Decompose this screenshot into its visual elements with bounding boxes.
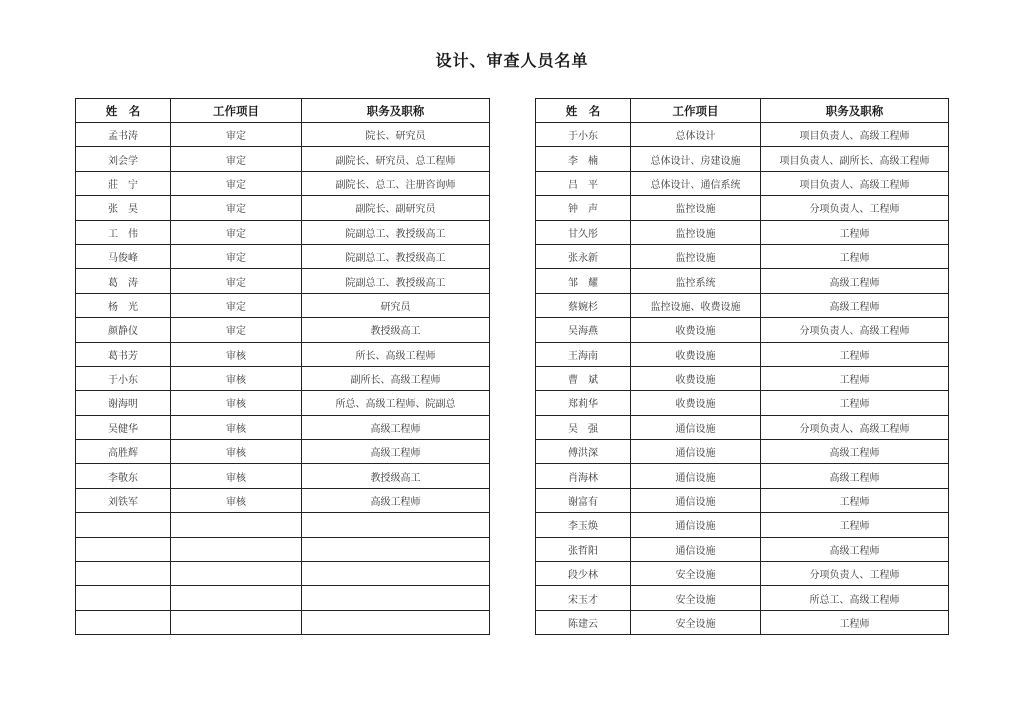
table-row (536, 488, 949, 512)
cell-position-title: 项目负责人、高级工程师 (761, 123, 949, 147)
cell-position-title: 院长、研究员 (302, 123, 490, 147)
table-row (536, 562, 949, 586)
cell-work-item: 通信设施 (631, 537, 761, 561)
cell-position-title: 分项负责人、高级工程师 (761, 415, 949, 439)
table-row (76, 391, 490, 415)
cell-name: 郑莉华 (536, 391, 631, 415)
cell-position-title: 工程师 (761, 513, 949, 537)
cell-work-item: 审定 (171, 196, 302, 220)
cell-name (76, 586, 171, 610)
cell-position-title (302, 586, 490, 610)
cell-position-title: 院副总工、教授级高工 (302, 269, 490, 293)
table-row (76, 513, 490, 537)
table-row (76, 415, 490, 439)
column-header-name: 姓 名 (536, 99, 631, 123)
cell-name: 曹 斌 (536, 366, 631, 390)
document-title: 设计、审查人员名单 (435, 51, 589, 70)
cell-work-item: 通信设施 (631, 488, 761, 512)
table-row (76, 318, 490, 342)
cell-work-item: 总体设计、通信系统 (631, 171, 761, 195)
table-row (536, 366, 949, 390)
cell-work-item: 安全设施 (631, 610, 761, 634)
table-row (536, 220, 949, 244)
table-row (76, 147, 490, 171)
cell-work-item: 总体设计 (631, 123, 761, 147)
cell-position-title: 高级工程师 (761, 464, 949, 488)
cell-work-item: 监控系统 (631, 269, 761, 293)
table-row (536, 513, 949, 537)
cell-name: 刘会学 (76, 147, 171, 171)
cell-work-item: 监控设施 (631, 220, 761, 244)
cell-work-item: 安全设施 (631, 562, 761, 586)
cell-work-item: 总体设计、房建设施 (631, 147, 761, 171)
table-row (76, 123, 490, 147)
cell-position-title: 院副总工、教授级高工 (302, 244, 490, 268)
cell-name: 马俊峰 (76, 244, 171, 268)
table-row (536, 196, 949, 220)
table-row (536, 123, 949, 147)
cell-position-title: 项目负责人、高级工程师 (761, 171, 949, 195)
cell-work-item: 通信设施 (631, 513, 761, 537)
cell-name: 葛 涛 (76, 269, 171, 293)
cell-work-item: 通信设施 (631, 440, 761, 464)
cell-work-item: 审核 (171, 488, 302, 512)
cell-position-title: 高级工程师 (761, 293, 949, 317)
cell-work-item (171, 513, 302, 537)
table-row (76, 537, 490, 561)
cell-work-item (171, 610, 302, 634)
column-header-position-title: 职务及职称 (302, 99, 490, 123)
table-row (536, 415, 949, 439)
table-row (536, 537, 949, 561)
cell-work-item: 通信设施 (631, 415, 761, 439)
cell-position-title: 所总、高级工程师、院副总 (302, 391, 490, 415)
table-row (76, 464, 490, 488)
cell-name: 李 楠 (536, 147, 631, 171)
column-header-work-item: 工作项目 (631, 99, 761, 123)
cell-name: 王海南 (536, 342, 631, 366)
cell-work-item: 通信设施 (631, 464, 761, 488)
cell-name: 杨 光 (76, 293, 171, 317)
column-header-work-item: 工作项目 (171, 99, 302, 123)
table-body (536, 123, 949, 635)
table-row (536, 440, 949, 464)
cell-name: 吴海燕 (536, 318, 631, 342)
cell-name: 李敬东 (76, 464, 171, 488)
cell-work-item: 审核 (171, 464, 302, 488)
cell-name: 陈建云 (536, 610, 631, 634)
table-row (536, 586, 949, 610)
cell-name (76, 562, 171, 586)
table-row (536, 244, 949, 268)
cell-name: 李玉焕 (536, 513, 631, 537)
cell-name: 谢富有 (536, 488, 631, 512)
table-row (76, 342, 490, 366)
cell-position-title: 工程师 (761, 220, 949, 244)
cell-name (76, 610, 171, 634)
cell-work-item: 收费设施 (631, 342, 761, 366)
table-row (76, 366, 490, 390)
cell-work-item: 审定 (171, 123, 302, 147)
cell-position-title: 工程师 (761, 488, 949, 512)
cell-position-title: 工程师 (761, 391, 949, 415)
table-row (536, 171, 949, 195)
cell-position-title: 高级工程师 (302, 440, 490, 464)
cell-work-item (171, 537, 302, 561)
cell-work-item: 审核 (171, 366, 302, 390)
table-row (76, 269, 490, 293)
cell-position-title: 工程师 (761, 610, 949, 634)
column-header-position-title: 职务及职称 (761, 99, 949, 123)
cell-work-item: 审核 (171, 342, 302, 366)
table-row (76, 562, 490, 586)
table-row (76, 488, 490, 512)
personnel-table-left (75, 98, 490, 635)
table-row (76, 196, 490, 220)
table-row (536, 464, 949, 488)
cell-name: 甘久彤 (536, 220, 631, 244)
cell-name: 高胜辉 (76, 440, 171, 464)
cell-name: 工 伟 (76, 220, 171, 244)
cell-position-title: 副院长、副研究员 (302, 196, 490, 220)
cell-work-item: 审定 (171, 318, 302, 342)
cell-name: 于小东 (76, 366, 171, 390)
cell-work-item: 审核 (171, 415, 302, 439)
cell-name: 邹 耀 (536, 269, 631, 293)
cell-name: 莊 宁 (76, 171, 171, 195)
cell-name: 段少林 (536, 562, 631, 586)
cell-work-item: 审定 (171, 269, 302, 293)
table-row (76, 440, 490, 464)
cell-name: 钟 声 (536, 196, 631, 220)
cell-work-item: 审定 (171, 293, 302, 317)
cell-position-title: 工程师 (761, 244, 949, 268)
cell-position-title (302, 562, 490, 586)
table-header-row (76, 99, 490, 123)
cell-work-item (171, 562, 302, 586)
cell-name: 颜静仪 (76, 318, 171, 342)
cell-work-item (171, 586, 302, 610)
cell-name: 宋玉才 (536, 586, 631, 610)
cell-name (76, 537, 171, 561)
cell-position-title: 项目负责人、副所长、高级工程师 (761, 147, 949, 171)
cell-position-title: 分项负责人、工程师 (761, 562, 949, 586)
cell-work-item: 审定 (171, 244, 302, 268)
table-row (536, 342, 949, 366)
cell-work-item: 监控设施、收费设施 (631, 293, 761, 317)
cell-name: 于小东 (536, 123, 631, 147)
cell-work-item: 审核 (171, 440, 302, 464)
cell-work-item: 监控设施 (631, 244, 761, 268)
cell-position-title: 教授级高工 (302, 464, 490, 488)
cell-name: 傅洪深 (536, 440, 631, 464)
cell-work-item: 审定 (171, 171, 302, 195)
cell-position-title: 分项负责人、工程师 (761, 196, 949, 220)
cell-work-item: 审定 (171, 147, 302, 171)
cell-work-item: 收费设施 (631, 318, 761, 342)
cell-position-title (302, 537, 490, 561)
table-row (536, 610, 949, 634)
table-header-row (536, 99, 949, 123)
cell-position-title: 分项负责人、高级工程师 (761, 318, 949, 342)
table-row (76, 171, 490, 195)
table-row (536, 391, 949, 415)
cell-name: 肖海林 (536, 464, 631, 488)
cell-name: 谢海明 (76, 391, 171, 415)
cell-work-item: 监控设施 (631, 196, 761, 220)
cell-name: 吕 平 (536, 171, 631, 195)
cell-position-title: 所长、高级工程师 (302, 342, 490, 366)
cell-position-title: 副所长、高级工程师 (302, 366, 490, 390)
cell-position-title: 高级工程师 (761, 440, 949, 464)
table-row (76, 244, 490, 268)
table-row (536, 293, 949, 317)
cell-name: 孟书涛 (76, 123, 171, 147)
cell-position-title: 工程师 (761, 342, 949, 366)
cell-name: 张永新 (536, 244, 631, 268)
cell-name: 吴 强 (536, 415, 631, 439)
table-row (536, 147, 949, 171)
cell-position-title: 工程师 (761, 366, 949, 390)
cell-position-title: 教授级高工 (302, 318, 490, 342)
cell-work-item: 收费设施 (631, 391, 761, 415)
cell-name: 张 昊 (76, 196, 171, 220)
table-row (76, 293, 490, 317)
cell-name: 张哲阳 (536, 537, 631, 561)
table-row (76, 220, 490, 244)
cell-position-title: 所总工、高级工程师 (761, 586, 949, 610)
cell-work-item: 审定 (171, 220, 302, 244)
column-header-name: 姓 名 (76, 99, 171, 123)
cell-position-title: 高级工程师 (761, 269, 949, 293)
cell-work-item: 审核 (171, 391, 302, 415)
cell-position-title: 高级工程师 (302, 488, 490, 512)
cell-position-title: 副院长、总工、注册咨询师 (302, 171, 490, 195)
cell-position-title: 高级工程师 (761, 537, 949, 561)
table-row (76, 610, 490, 634)
cell-name (76, 513, 171, 537)
cell-position-title (302, 610, 490, 634)
cell-work-item: 安全设施 (631, 586, 761, 610)
cell-position-title: 副院长、研究员、总工程师 (302, 147, 490, 171)
table-row (76, 586, 490, 610)
cell-position-title (302, 513, 490, 537)
table-body (76, 123, 490, 635)
cell-name: 葛书芳 (76, 342, 171, 366)
cell-name: 蔡婉杉 (536, 293, 631, 317)
cell-position-title: 院副总工、教授级高工 (302, 220, 490, 244)
cell-position-title: 高级工程师 (302, 415, 490, 439)
personnel-table-right (535, 98, 949, 635)
table-row (536, 318, 949, 342)
table-row (536, 269, 949, 293)
cell-name: 刘铁军 (76, 488, 171, 512)
cell-position-title: 研究员 (302, 293, 490, 317)
cell-name: 吴健华 (76, 415, 171, 439)
cell-work-item: 收费设施 (631, 366, 761, 390)
